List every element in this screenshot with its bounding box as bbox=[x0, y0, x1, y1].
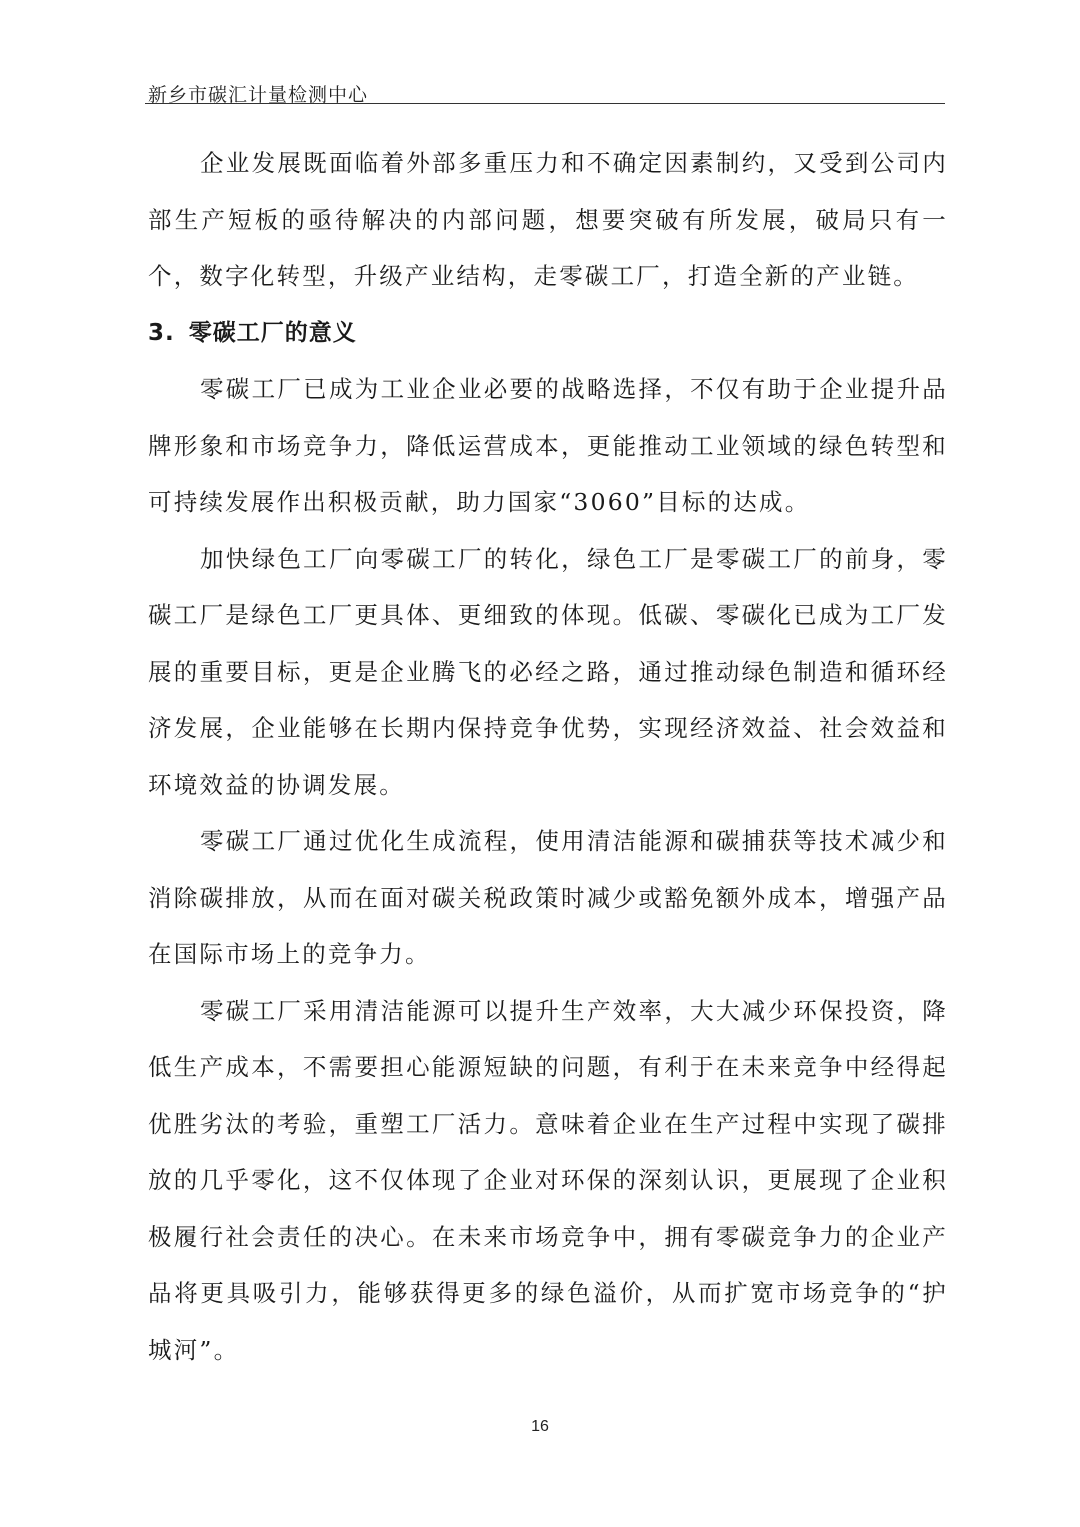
paragraph-carbon-tariff: 零碳工厂通过优化生成流程，使用清洁能源和碳捕获等技术减少和消除碳排放，从而在面对碳关税政策时减少或豁免额外成本，增强产品在国际市场上的竞争力。 bbox=[148, 827, 948, 968]
section-title: 零碳工厂的意义 bbox=[188, 319, 357, 346]
section-number: 3. bbox=[148, 319, 175, 346]
document-body bbox=[148, 135, 948, 1378]
paragraph-green-factory: 加快绿色工厂向零碳工厂的转化，绿色工厂是零碳工厂的前身，零碳工厂是绿色工厂更具体、更细致的体现。低碳、零碳化已成为工厂发展的重要目标，更是企业腾飞的必经之路，通过推动绿色制造和循环经济发展，企业能够在长期内保持竞争优势，实现经济效益、社会效益和环境效益的协调发展。 bbox=[148, 544, 948, 799]
running-header: 新乡市碳汇计量检测中心 bbox=[148, 84, 369, 106]
page-number: 16 bbox=[531, 1418, 549, 1435]
paragraph-strategic-choice: 零碳工厂已成为工业企业必要的战略选择，不仅有助于企业提升品牌形象和市场竞争力，降低运营成本，更能推动工业领域的绿色转型和可持续发展作出积极贡献，助力国家“3060”目标的达成。 bbox=[148, 375, 948, 516]
header-divider bbox=[145, 103, 945, 104]
paragraph-clean-energy: 零碳工厂采用清洁能源可以提升生产效率，大大减少环保投资，降低生产成本，不需要担心能源短缺的问题，有利于在未来竞争中经得起优胜劣汰的考验，重塑工厂活力。意味着企业在生产过程中实现了碳排放的几乎零化，这不仅体现了企业对环保的深刻认识，更展现了企业积极履行社会责任的决心。在未来市场竞争中，拥有零碳竞争力的企业产品将更具吸引力，能够获得更多的绿色溢价，从而扩宽市场竞争的“护城河”。 bbox=[148, 996, 948, 1364]
section-heading bbox=[148, 305, 948, 362]
paragraph-intro: 企业发展既面临着外部多重压力和不确定因素制约，又受到公司内部生产短板的亟待解决的内部问题，想要突破有所发展，破局只有一个，数字化转型，升级产业结构，走零碳工厂，打造全新的产业链。 bbox=[148, 149, 948, 290]
